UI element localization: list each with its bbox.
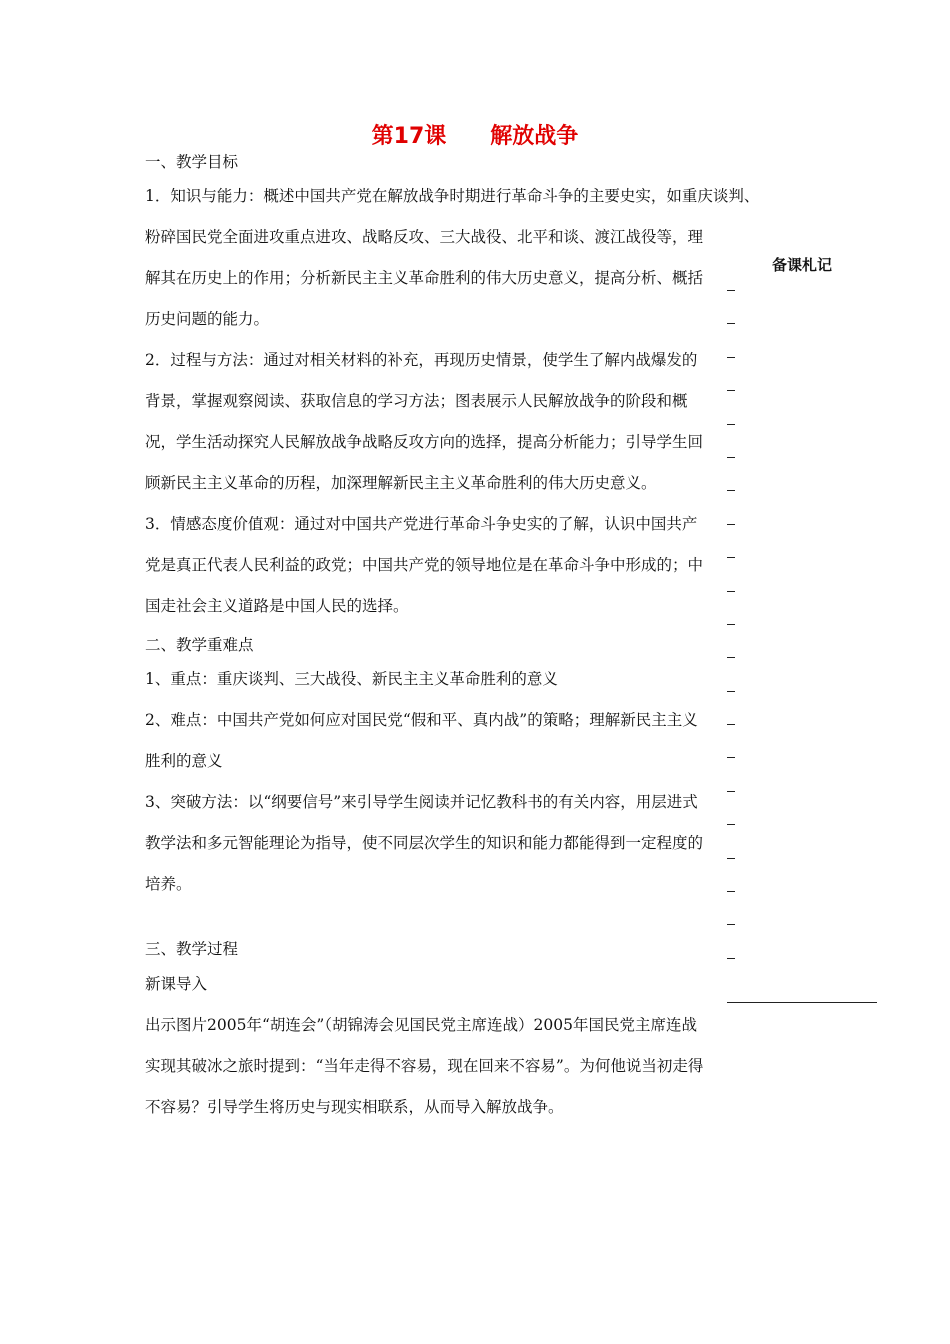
note-dash [727,891,735,892]
note-dash [727,824,735,825]
note-dash [727,791,735,792]
note-dash [727,290,735,291]
note-dash [727,691,735,692]
notes-divider-line [727,1002,877,1003]
notes-dash-column [727,290,735,991]
note-dash [727,591,735,592]
note-dash [727,390,735,391]
lesson-topic: 解放战争 [490,124,579,149]
note-dash [727,958,735,959]
intro-text: 出示图片2005年“胡连会”（胡锦涛会见国民党主席连战）2005年国民党主席连战实现其破冰之旅时提到：“当年走得不容易，现在回来不容易”。为何他说当初走得不容易？引导学生将历史与现实相联系，从而导入解放战争。 [145,1016,704,1116]
key-points-heading: 二、教学重难点 [145,636,254,654]
note-dash [727,490,735,491]
note-dash [727,457,735,458]
key-point-2: 2、难点：中国共产党如何应对国民党“假和平、真内战”的策略；理解新民主主义胜利的意义 [145,711,698,770]
notes-sidebar-title: 备课札记 [772,256,833,274]
goal-3-text: 3．情感态度价值观：通过对中国共产党进行革命斗争史实的了解，认识中国共产党是真正代表人民利益的政党；中国共产党的领导地位是在革命斗争中形成的；中国走社会主义道路是中国人民的选择。 [145,515,704,615]
note-dash [727,524,735,525]
note-dash [727,424,735,425]
lesson-plan-body [145,148,760,1128]
note-dash [727,924,735,925]
note-dash [727,724,735,725]
key-point-3: 3、突破方法：以“纲要信号”来引导学生阅读并记忆教科书的有关内容，用层进式教学法和多元智能理论为指导，使不同层次学生的知识和能力都能得到一定程度的培养。 [145,793,704,893]
goal-1-text: 粉碎国民党全面进攻重点进攻、战略反攻、三大战役、北平和谈、渡江战役等，理解其在历史上的作用；分析新民主主义革命胜利的伟大历史意义，提高分析、概括历史问题的能力。 [145,228,704,328]
lesson-number: 第17课 [371,124,447,149]
note-dash [727,624,735,625]
intro-heading: 新课导入 [145,975,208,993]
note-dash [727,357,735,358]
note-dash [727,858,735,859]
note-dash [727,657,735,658]
goal-1-first-line: 1．知识与能力：概述中国共产党在解放战争时期进行革命斗争的主要史实，如重庆谈判、 [145,187,760,205]
goal-2-text: 2．过程与方法：通过对相关材料的补充，再现历史情景，使学生了解内战爆发的背景，掌握观察阅读、获取信息的学习方法；图表展示人民解放战争的阶段和概况，学生活动探究人民解放战争战略反攻方向的选择，提高分析能力；引导学生回顾新民主主义革命的历程，加深理解新民主主义革命胜利的伟大历史意义。 [145,351,704,492]
key-point-1: 1、重点：重庆谈判、三大战役、新民主主义革命胜利的意义 [145,670,558,688]
goals-heading: 一、教学目标 [145,153,239,171]
note-dash [727,557,735,558]
note-dash [727,323,735,324]
note-dash [727,757,735,758]
process-heading: 三、教学过程 [145,940,239,958]
